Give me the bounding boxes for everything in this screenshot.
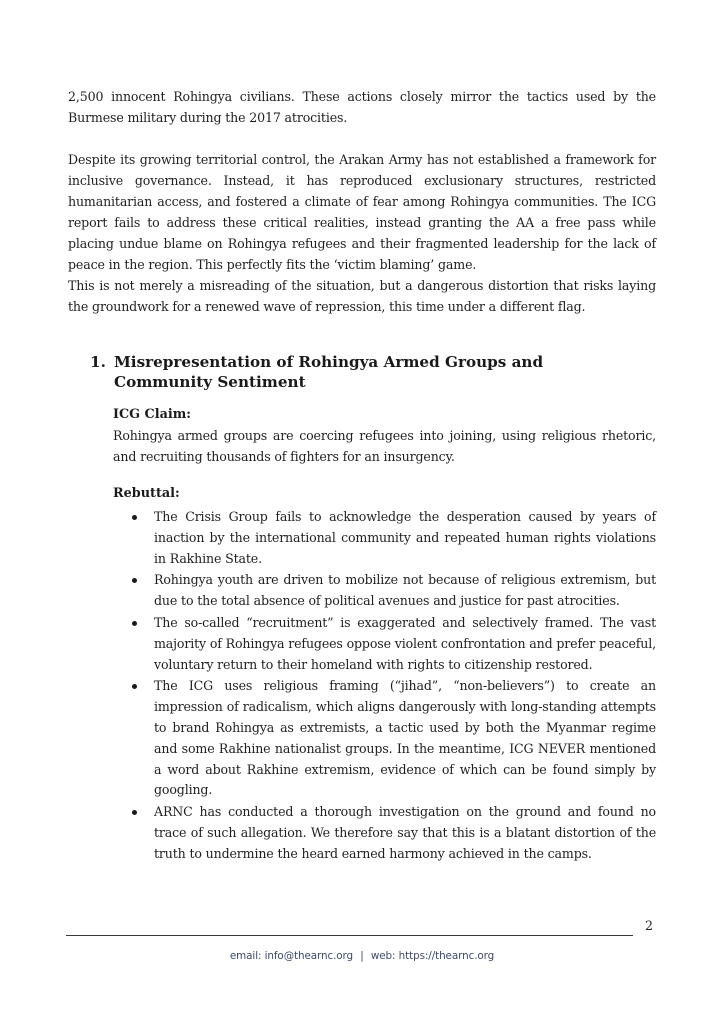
rebuttal-item	[131, 676, 656, 801]
footer-separator: |	[360, 950, 364, 962]
rebuttal-list	[131, 507, 656, 866]
paragraph-intro-continuation: 2,500 innocent Rohingya civilians. These actions closely mirror the tactics used by the Burmese military during the 2017 atrocities.	[68, 89, 656, 125]
rebuttal-item	[131, 570, 656, 612]
page-number: 2	[645, 918, 654, 933]
rebuttal-item	[131, 507, 656, 569]
rebuttal-item-text: The ICG uses religious framing (“jihad”, “non-believers”) to create an impression of radicalism, which aligns dangerously with long-standing attempts to brand Rohingya as extremists, a tactic used by both the Myanmar regime and some Rakhine nationalist groups. In the meantime, ICG NEVER mentioned a word about Rakhine extremism, evidence of which can be found simply by googling.	[154, 678, 656, 798]
section-title: Misrepresentation of Rohingya Armed Groups and Community Sentiment	[114, 353, 544, 391]
footer-web[interactable]: web: https://thearnc.org	[370, 950, 495, 962]
rebuttal-item-text: ARNC has conducted a thorough investigation on the ground and found no trace of such allegation. We therefore say that this is a blatant distortion of the truth to undermine the heard earned harmony achieved in the camps.	[154, 804, 656, 861]
bullet-icon	[132, 515, 137, 520]
footer-contact	[0, 948, 724, 964]
rebuttal-item	[131, 613, 656, 675]
bullet-icon	[132, 810, 137, 815]
section-heading	[90, 352, 630, 392]
bullet-icon	[132, 684, 137, 689]
rebuttal-label: Rebuttal:	[113, 486, 180, 501]
paragraph-dangerous-distortion: This is not merely a misreading of the situation, but a dangerous distortion that risks laying the groundwork for a renewed wave of repression, this time under a different flag.	[68, 278, 656, 314]
rebuttal-item-text: The Crisis Group fails to acknowledge the desperation caused by years of inaction by the international community and repeated human rights violations in Rakhine State.	[154, 509, 656, 566]
rebuttal-item-text: Rohingya youth are driven to mobilize not because of religious extremism, but due to the total absence of political avenues and justice for past atrocities.	[154, 572, 656, 609]
claim-label: ICG Claim:	[113, 407, 192, 422]
section-number: 1.	[90, 353, 106, 371]
rebuttal-item-text: The so-called “recruitment” is exaggerated and selectively framed. The vast majority of Rohingya refugees oppose violent confrontation and prefer peaceful, voluntary return to their homeland with rights to citizenship restored.	[154, 614, 656, 672]
footer-divider	[66, 935, 633, 936]
bullet-icon	[132, 621, 137, 626]
paragraph-arakan-army-governance: Despite its growing territorial control, the Arakan Army has not established a framework for inclusive governance. Instead, it has reproduced exclusionary structures, restricted humanitarian access, and fostered a climate of fear among Rohingya communities. The ICG report fails to address these critical realities, instead granting the AA a free pass while placing undue blame on Rohingya refugees and their fragmented leadership for the lack of peace in the region. This perfectly fits the ‘victim blaming’ game.	[68, 152, 656, 272]
claim-text: Rohingya armed groups are coercing refugees into joining, using religious rhetoric, and recruiting thousands of fighters for an insurgency.	[113, 428, 656, 464]
rebuttal-item	[131, 802, 656, 864]
footer-email[interactable]: email: info@thearnc.org	[229, 950, 354, 962]
bullet-icon	[132, 578, 137, 583]
